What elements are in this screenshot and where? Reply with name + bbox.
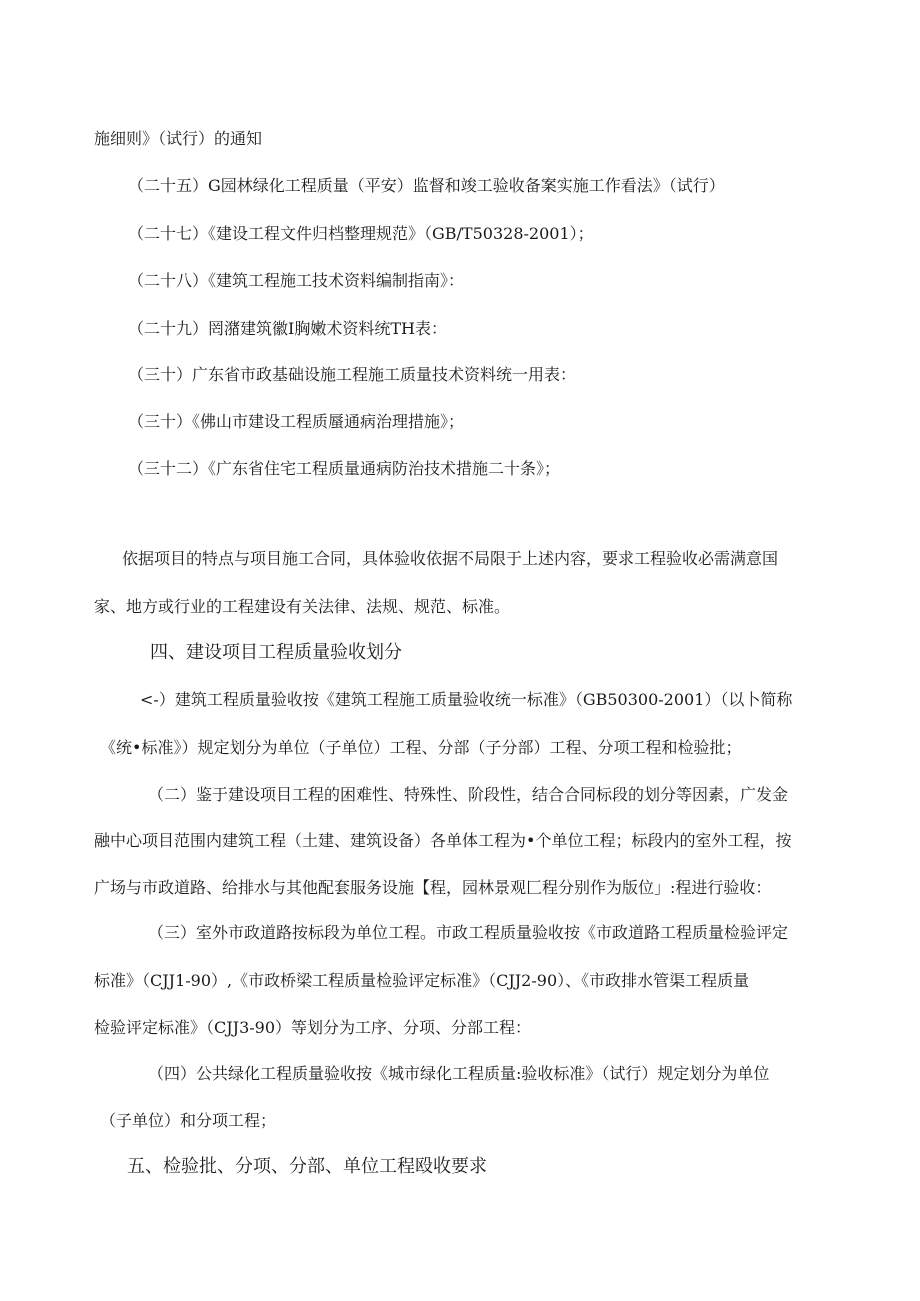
section-4-p2-line-3: 广场与市政道路、给排水与其他配套服务设施【程，园林景观匚程分别作为版位」:程进行验收： [94,878,772,897]
section-4-heading: 四、建设项目工程质量验收划分 [150,642,402,663]
section-4-p3-line-3: 检验评定标准》（CJJ3-90）等划分为工序、分项、分部工程： [94,1018,532,1037]
section-4-p2-line-2: 融中心项目范围内建筑工程（土建、建筑设备）各单体工程为•个单位工程；标段内的室外工程，按 [94,831,792,850]
item-27: （二十七）《建设工程文件归档整理规范》（GB/T50328-2001）； [128,224,594,243]
section-4-p4-line-2: （子单位）和分项工程； [100,1111,277,1130]
section-4-p2-line-1: （二）鉴于建设项目工程的困难性、特殊性、阶段性，结合合同标段的划分等因素，广发金 [148,785,789,804]
basis-line-2: 家、地方或行业的工程建设有关法律、法规、规范、标准。 [94,597,511,616]
item-28: （二十八）《建筑工程施工技术资料编制指南》： [128,271,465,290]
item-29: （二十九）罔潴建筑徽I胸嫩术资料统TH表： [128,319,447,338]
section-4-p1-line-2: 《统•标准》）规定划分为单位（子单位）工程、分部（子分部）工程、分项工程和检验批； [100,738,742,757]
section-4-p3-line-2: 标准》（CJJ1-90）,《市政桥梁工程质量检验评定标准》（CJJ2-90）、《市政排水管渠工程质量 [94,971,750,990]
item-continuation: 施细则》（试行）的通知 [94,129,263,148]
section-4-p4-line-1: （四）公共绿化工程质量验收按《城市绿化工程质量:验收标准》（试行）规定划分为单位 [148,1064,770,1083]
basis-line-1: 依据项目的特点与项目施工合同，具体验收依据不局限于上述内容，要求工程验收必需满意国 [122,549,779,568]
section-4-p3-line-1: （三）室外市政道路按标段为单位工程。市政工程质量验收按《市政道路工程质量检验评定 [148,923,789,942]
item-32: （三十二）《广东省住宅工程质量通病防治技术措施二十条》； [128,459,561,478]
section-4-p1-line-1: <-）建筑工程质量验收按《建筑工程施工质量验收统一标准》（GB50300-2001）（以卜简称 [140,690,793,709]
section-5-heading: 五、检验批、分项、分部、单位工程殴收要求 [127,1156,487,1177]
item-25: （二十五）G园林绿化工程质量（平安）监督和竣工验收备案实施工作看法》（试行） [128,176,725,195]
item-30: （三十）广东省市政基础设施工程施工质量技术资料统一用表： [128,365,577,384]
item-31: （三十）《佛山市建设工程质蜃通病治理措施》； [128,412,465,431]
